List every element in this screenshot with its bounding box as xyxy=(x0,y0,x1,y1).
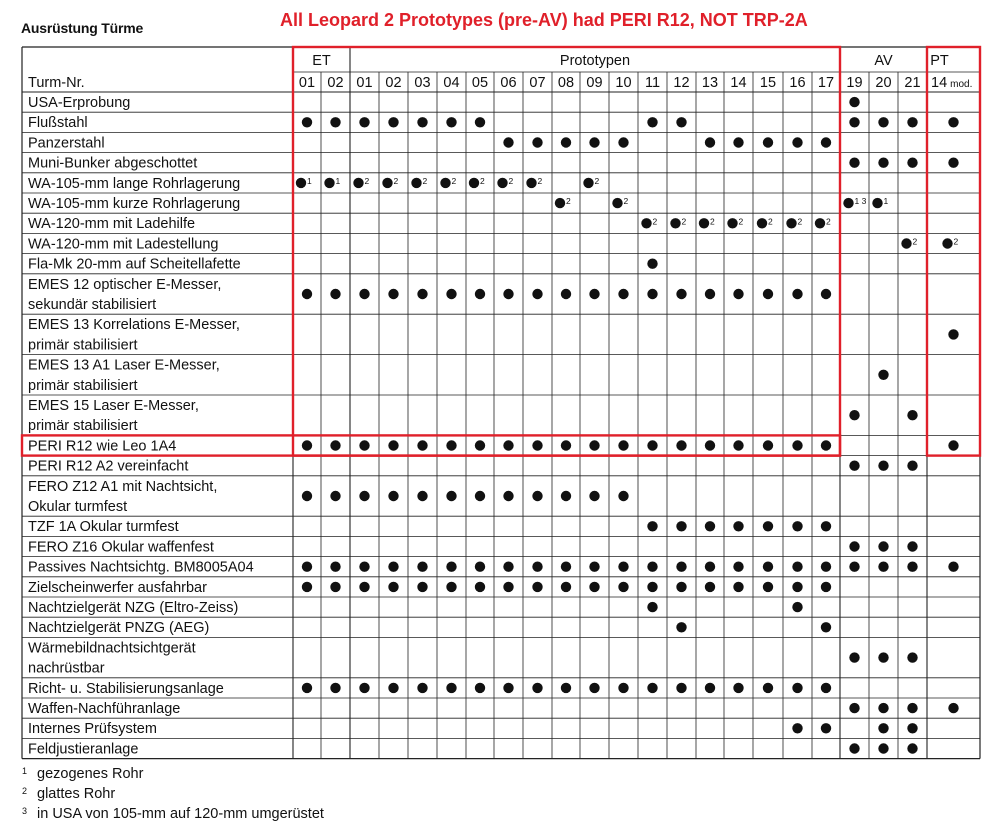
row-label: EMES 12 optischer E-Messer, xyxy=(28,276,222,293)
equipment-dot xyxy=(907,461,917,471)
footnote-text: glattes Rohr xyxy=(37,786,116,802)
dot-footnote-mark: 2 xyxy=(912,236,918,247)
equipment-dot xyxy=(878,541,888,551)
equipment-dot xyxy=(532,491,542,501)
equipment-dot xyxy=(907,743,917,753)
equipment-dot xyxy=(763,562,773,572)
equipment-dot xyxy=(618,683,628,693)
equipment-dot xyxy=(353,178,363,188)
equipment-dot xyxy=(676,440,686,450)
column-number: 19 xyxy=(846,75,863,91)
equipment-dot xyxy=(330,117,340,127)
equipment-dot xyxy=(324,178,334,188)
equipment-dot xyxy=(417,440,427,450)
equipment-dot xyxy=(296,178,306,188)
table-title: Ausrüstung Türme xyxy=(21,20,144,36)
equipment-dot xyxy=(503,137,513,147)
equipment-dot xyxy=(475,440,485,450)
dot-footnote-mark: 2 xyxy=(652,216,658,227)
equipment-dot xyxy=(786,218,796,228)
equipment-dot xyxy=(733,562,743,572)
equipment-dot xyxy=(733,521,743,531)
row-label: primär stabilisiert xyxy=(28,418,138,435)
equipment-dot xyxy=(948,440,958,450)
equipment-dot xyxy=(475,683,485,693)
footnote-mark: 2 xyxy=(22,786,28,796)
equipment-dot xyxy=(878,703,888,713)
equipment-dot xyxy=(555,198,565,208)
equipment-dot xyxy=(618,289,628,299)
equipment-dot xyxy=(670,218,680,228)
dot-footnote-mark: 2 xyxy=(422,175,428,186)
equipment-dot xyxy=(411,178,421,188)
equipment-dot xyxy=(907,117,917,127)
dot-footnote-mark: 2 xyxy=(768,216,773,227)
equipment-dot xyxy=(878,117,888,127)
row-label: Panzerstahl xyxy=(28,135,105,152)
equipment-dot xyxy=(792,289,802,299)
column-number: 15 xyxy=(759,75,777,91)
equipment-dot xyxy=(359,289,369,299)
equipment-dot xyxy=(676,117,686,127)
equipment-dot xyxy=(388,582,398,592)
dot-footnote-mark: 2 xyxy=(710,216,715,227)
equipment-dot xyxy=(849,410,859,420)
footnote-2 xyxy=(22,786,115,802)
equipment-dot xyxy=(475,582,485,592)
row-label: Wärmebildnachtsichtgerät xyxy=(28,640,196,657)
equipment-dot xyxy=(503,289,513,299)
equipment-dot xyxy=(532,582,542,592)
equipment-dot xyxy=(469,178,479,188)
dot-footnote-mark: 2 xyxy=(393,175,399,186)
equipment-dot xyxy=(561,562,571,572)
equipment-dot xyxy=(821,683,831,693)
row-label: Richt- u. Stabilisierungsanlage xyxy=(28,680,224,697)
equipment-dot xyxy=(359,440,369,450)
dot-footnote-mark: 2 xyxy=(826,216,831,227)
equipment-dot xyxy=(907,723,917,733)
equipment-dot xyxy=(878,158,888,168)
equipment-dot xyxy=(618,562,628,572)
column-number: 11 xyxy=(644,75,661,91)
equipment-dot xyxy=(792,137,802,147)
equipment-dot xyxy=(849,652,859,662)
dot-footnote-mark: 2 xyxy=(953,236,959,247)
annotation-note: All Leopard 2 Prototypes (pre-AV) had PERI R12, NOT TRP-2A xyxy=(280,10,808,30)
equipment-dot xyxy=(561,440,571,450)
equipment-dot xyxy=(948,562,958,572)
equipment-dot xyxy=(733,137,743,147)
column-number: 02 xyxy=(385,75,402,91)
equipment-dot xyxy=(446,440,456,450)
equipment-dot xyxy=(561,491,571,501)
equipment-dot xyxy=(647,683,657,693)
equipment-dot xyxy=(359,683,369,693)
dot-footnote-mark: 2 xyxy=(451,175,457,186)
equipment-dot xyxy=(727,218,737,228)
equipment-dot xyxy=(532,683,542,693)
dot-footnote-mark: 1 xyxy=(307,175,312,186)
equipment-dot xyxy=(612,198,622,208)
equipment-dot xyxy=(907,541,917,551)
equipment-dot xyxy=(503,582,513,592)
equipment-dot xyxy=(763,582,773,592)
equipment-dot xyxy=(446,491,456,501)
equipment-dot xyxy=(446,582,456,592)
column-number: 04 xyxy=(443,75,460,91)
equipment-dot xyxy=(647,440,657,450)
equipment-dot xyxy=(705,521,715,531)
equipment-dot xyxy=(647,259,657,269)
row-label: Flußstahl xyxy=(28,115,88,132)
equipment-dot xyxy=(417,562,427,572)
dot-footnote-mark: 2 xyxy=(364,175,370,186)
row-label: Muni-Bunker abgeschottet xyxy=(28,155,198,172)
equipment-dot xyxy=(302,440,312,450)
equipment-dot xyxy=(561,683,571,693)
equipment-dot xyxy=(532,440,542,450)
equipment-dot xyxy=(705,683,715,693)
column-group-label: PT xyxy=(930,53,949,69)
equipment-dot xyxy=(907,158,917,168)
equipment-dot xyxy=(792,562,802,572)
equipment-dot xyxy=(705,562,715,572)
equipment-dot xyxy=(417,289,427,299)
column-number: 14 xyxy=(730,75,747,91)
equipment-dot xyxy=(676,521,686,531)
highlight-box-pt xyxy=(927,47,980,456)
column-number: 17 xyxy=(817,75,835,91)
equipment-dot xyxy=(733,683,743,693)
equipment-dot xyxy=(647,582,657,592)
row-label: Waffen-Nachführanlage xyxy=(28,701,181,717)
equipment-dot xyxy=(821,723,831,733)
column-group-label: Prototypen xyxy=(559,53,631,69)
equipment-dot xyxy=(388,440,398,450)
row-label: primär stabilisiert xyxy=(28,337,138,354)
equipment-dot xyxy=(948,703,958,713)
footnote-mark: 1 xyxy=(22,766,28,776)
equipment-dot xyxy=(388,562,398,572)
row-label: Zielscheinwerfer ausfahrbar xyxy=(28,579,207,596)
equipment-dot xyxy=(821,562,831,572)
equipment-dot xyxy=(503,683,513,693)
equipment-dot xyxy=(901,238,911,248)
equipment-dot xyxy=(757,218,767,228)
equipment-dot xyxy=(561,289,571,299)
dot-footnote-mark: 1 xyxy=(335,175,341,186)
equipment-dot xyxy=(618,137,628,147)
equipment-dot xyxy=(792,582,802,592)
equipment-dot xyxy=(907,703,917,713)
equipment-dot xyxy=(849,562,859,572)
row-label: Okular turmfest xyxy=(28,499,128,515)
equipment-dot xyxy=(589,137,599,147)
equipment-dot xyxy=(497,178,507,188)
row-label: WA-105-mm lange Rohrlagerung xyxy=(28,175,241,192)
column-suffix: mod. xyxy=(950,79,973,90)
column-number: 01 xyxy=(356,75,373,91)
equipment-dot xyxy=(733,289,743,299)
row-label: PERI R12 A2 vereinfacht xyxy=(28,458,189,475)
equipment-dot xyxy=(446,289,456,299)
column-number: 01 xyxy=(298,75,316,91)
equipment-dot xyxy=(647,562,657,572)
equipment-dot xyxy=(302,562,312,572)
equipment-dot xyxy=(330,562,340,572)
dot-footnote-mark: 2 xyxy=(566,196,571,207)
equipment-dot xyxy=(948,158,958,168)
equipment-dot xyxy=(302,582,312,592)
equipment-dot xyxy=(878,652,888,662)
column-number: 07 xyxy=(529,75,546,91)
dot-footnote-mark: 2 xyxy=(480,175,485,186)
row-label: Nachtzielgerät PNZG (AEG) xyxy=(28,620,210,637)
dot-footnote-mark: 1 xyxy=(883,196,889,207)
column-number: 09 xyxy=(586,75,603,91)
equipment-dot xyxy=(561,582,571,592)
row-label: Internes Prüfsystem xyxy=(28,721,157,738)
equipment-dot xyxy=(878,743,888,753)
row-label: WA-105-mm kurze Rohrlagerung xyxy=(28,196,241,212)
equipment-dot xyxy=(417,582,427,592)
equipment-dot xyxy=(302,683,312,693)
equipment-dot xyxy=(849,158,859,168)
equipment-dot xyxy=(792,440,802,450)
equipment-dot xyxy=(705,440,715,450)
equipment-dot xyxy=(388,117,398,127)
equipment-dot xyxy=(907,562,917,572)
column-number: 08 xyxy=(557,75,575,91)
column-group-label: ET xyxy=(312,53,331,69)
equipment-dot xyxy=(821,137,831,147)
equipment-dot xyxy=(388,683,398,693)
column-number: 03 xyxy=(414,75,431,91)
equipment-dot xyxy=(618,440,628,450)
equipment-dot xyxy=(330,683,340,693)
equipment-dot xyxy=(475,117,485,127)
row-label: Fla-Mk 20-mm auf Scheitellafette xyxy=(28,256,241,273)
highlight-box-prototypes xyxy=(293,47,840,456)
equipment-dot xyxy=(526,178,536,188)
row-header-label: Turm-Nr. xyxy=(28,75,85,91)
row-label: EMES 13 A1 Laser E-Messer, xyxy=(28,357,220,374)
equipment-dot xyxy=(792,683,802,693)
column-number: 06 xyxy=(500,75,517,91)
equipment-dot xyxy=(589,440,599,450)
equipment-dot xyxy=(561,137,571,147)
equipment-dot xyxy=(792,521,802,531)
column-number: 13 xyxy=(701,75,719,91)
column-number: 14 mod. xyxy=(931,75,973,91)
equipment-dot xyxy=(763,137,773,147)
dot-footnote-mark: 2 xyxy=(537,175,543,186)
row-label: EMES 15 Laser E-Messer, xyxy=(28,398,199,414)
dot-footnote-mark: 2 xyxy=(797,216,803,227)
equipment-dot xyxy=(503,491,513,501)
column-number: 20 xyxy=(875,75,892,91)
footnote-mark: 3 xyxy=(22,806,28,816)
equipment-dot xyxy=(878,370,888,380)
row-label: sekundär stabilisiert xyxy=(28,297,157,313)
equipment-dot xyxy=(446,117,456,127)
equipment-dot xyxy=(359,117,369,127)
equipment-dot xyxy=(475,562,485,572)
row-label: primär stabilisiert xyxy=(28,377,138,394)
equipment-dot xyxy=(676,582,686,592)
equipment-dot xyxy=(705,137,715,147)
equipment-dot xyxy=(872,198,882,208)
row-label: EMES 13 Korrelations E-Messer, xyxy=(28,317,240,334)
equipment-dot xyxy=(763,683,773,693)
equipment-dot xyxy=(330,440,340,450)
equipment-dot xyxy=(382,178,392,188)
equipment-dot xyxy=(948,329,958,339)
equipment-dot xyxy=(302,289,312,299)
equipment-dot xyxy=(647,521,657,531)
equipment-dot xyxy=(618,491,628,501)
equipment-dot xyxy=(676,622,686,632)
equipment-dot xyxy=(589,491,599,501)
dot-footnote-mark: 2 xyxy=(738,216,744,227)
equipment-dot xyxy=(359,491,369,501)
column-number: 02 xyxy=(327,75,344,91)
equipment-dot xyxy=(676,289,686,299)
equipment-dot xyxy=(446,562,456,572)
equipment-dot xyxy=(763,440,773,450)
equipment-dot xyxy=(948,117,958,127)
equipment-dot xyxy=(792,723,802,733)
equipment-dot xyxy=(792,602,802,612)
equipment-dot xyxy=(475,491,485,501)
row-label: WA-120-mm mit Ladehilfe xyxy=(28,216,196,233)
equipment-dot xyxy=(388,491,398,501)
equipment-dot xyxy=(821,582,831,592)
equipment-dot xyxy=(699,218,709,228)
row-label: nachrüstbar xyxy=(28,660,105,677)
equipment-dot xyxy=(821,289,831,299)
equipment-dot xyxy=(589,289,599,299)
equipment-dot xyxy=(815,218,825,228)
equipment-dot xyxy=(821,521,831,531)
equipment-dot xyxy=(763,289,773,299)
equipment-dot xyxy=(446,683,456,693)
equipment-dot xyxy=(532,289,542,299)
equipment-dot xyxy=(878,461,888,471)
column-group-label: AV xyxy=(874,53,893,69)
dot-footnote-mark: 2 xyxy=(623,196,629,207)
equipment-dot xyxy=(302,117,312,127)
equipment-dot xyxy=(330,582,340,592)
equipment-dot xyxy=(359,582,369,592)
equipment-dot xyxy=(647,289,657,299)
equipment-dot xyxy=(907,410,917,420)
equipment-dot xyxy=(843,198,853,208)
equipment-dot xyxy=(417,117,427,127)
equipment-dot xyxy=(641,218,651,228)
row-label: FERO Z16 Okular waffenfest xyxy=(28,539,214,556)
footnote-text: gezogenes Rohr xyxy=(37,766,144,782)
equipment-dot xyxy=(359,562,369,572)
equipment-dot xyxy=(878,723,888,733)
dot-footnote-mark: 1 3 xyxy=(854,196,867,207)
equipment-dot xyxy=(849,97,859,107)
equipment-dot xyxy=(878,562,888,572)
equipment-dot xyxy=(705,582,715,592)
row-label: PERI R12 wie Leo 1A4 xyxy=(28,438,177,455)
column-number: 10 xyxy=(615,75,632,91)
equipment-dot xyxy=(849,743,859,753)
equipment-dot xyxy=(589,562,599,572)
equipment-dot xyxy=(330,491,340,501)
row-label: FERO Z12 A1 mit Nachtsicht, xyxy=(28,478,218,495)
equipment-dot xyxy=(503,562,513,572)
equipment-dot xyxy=(475,289,485,299)
column-number: 12 xyxy=(673,75,690,91)
equipment-dot xyxy=(417,491,427,501)
equipment-dot xyxy=(503,440,513,450)
equipment-dot xyxy=(647,117,657,127)
equipment-dot xyxy=(647,602,657,612)
equipment-dot xyxy=(532,562,542,572)
equipment-dot xyxy=(388,289,398,299)
equipment-dot xyxy=(676,562,686,572)
equipment-dot xyxy=(849,703,859,713)
row-label: USA-Erprobung xyxy=(28,95,131,111)
row-label: TZF 1A Okular turmfest xyxy=(28,519,179,536)
equipment-dot xyxy=(330,289,340,299)
equipment-dot xyxy=(733,440,743,450)
equipment-dot xyxy=(849,541,859,551)
dot-footnote-mark: 2 xyxy=(681,216,687,227)
equipment-dot xyxy=(417,683,427,693)
equipment-dot xyxy=(942,238,952,248)
equipment-dot xyxy=(821,440,831,450)
equipment-dot xyxy=(733,582,743,592)
row-label: Nachtzielgerät NZG (Eltro-Zeiss) xyxy=(28,600,239,616)
dot-footnote-mark: 2 xyxy=(508,175,514,186)
row-label: WA-120-mm mit Ladestellung xyxy=(28,236,219,253)
equipment-dot xyxy=(849,117,859,127)
column-number: 16 xyxy=(789,75,806,91)
equipment-dot xyxy=(589,582,599,592)
equipment-dot xyxy=(589,683,599,693)
equipment-dot xyxy=(618,582,628,592)
column-number: 21 xyxy=(904,75,921,91)
row-label: Feldjustieranlage xyxy=(28,741,139,758)
dot-footnote-mark: 2 xyxy=(594,175,600,186)
row-label: Passives Nachtsichtg. BM8005A04 xyxy=(28,559,254,576)
equipment-dot xyxy=(440,178,450,188)
footnote-1 xyxy=(22,766,143,782)
equipment-dot xyxy=(532,137,542,147)
equipment-dot xyxy=(907,652,917,662)
column-number: 05 xyxy=(471,75,489,91)
equipment-dot xyxy=(821,622,831,632)
equipment-dot xyxy=(302,491,312,501)
equipment-dot xyxy=(763,521,773,531)
equipment-dot xyxy=(583,178,593,188)
footnote-text: in USA von 105-mm auf 120-mm umgerüstet xyxy=(37,806,324,822)
equipment-dot xyxy=(676,683,686,693)
equipment-dot xyxy=(849,461,859,471)
footnote-3 xyxy=(22,806,324,822)
equipment-dot xyxy=(705,289,715,299)
